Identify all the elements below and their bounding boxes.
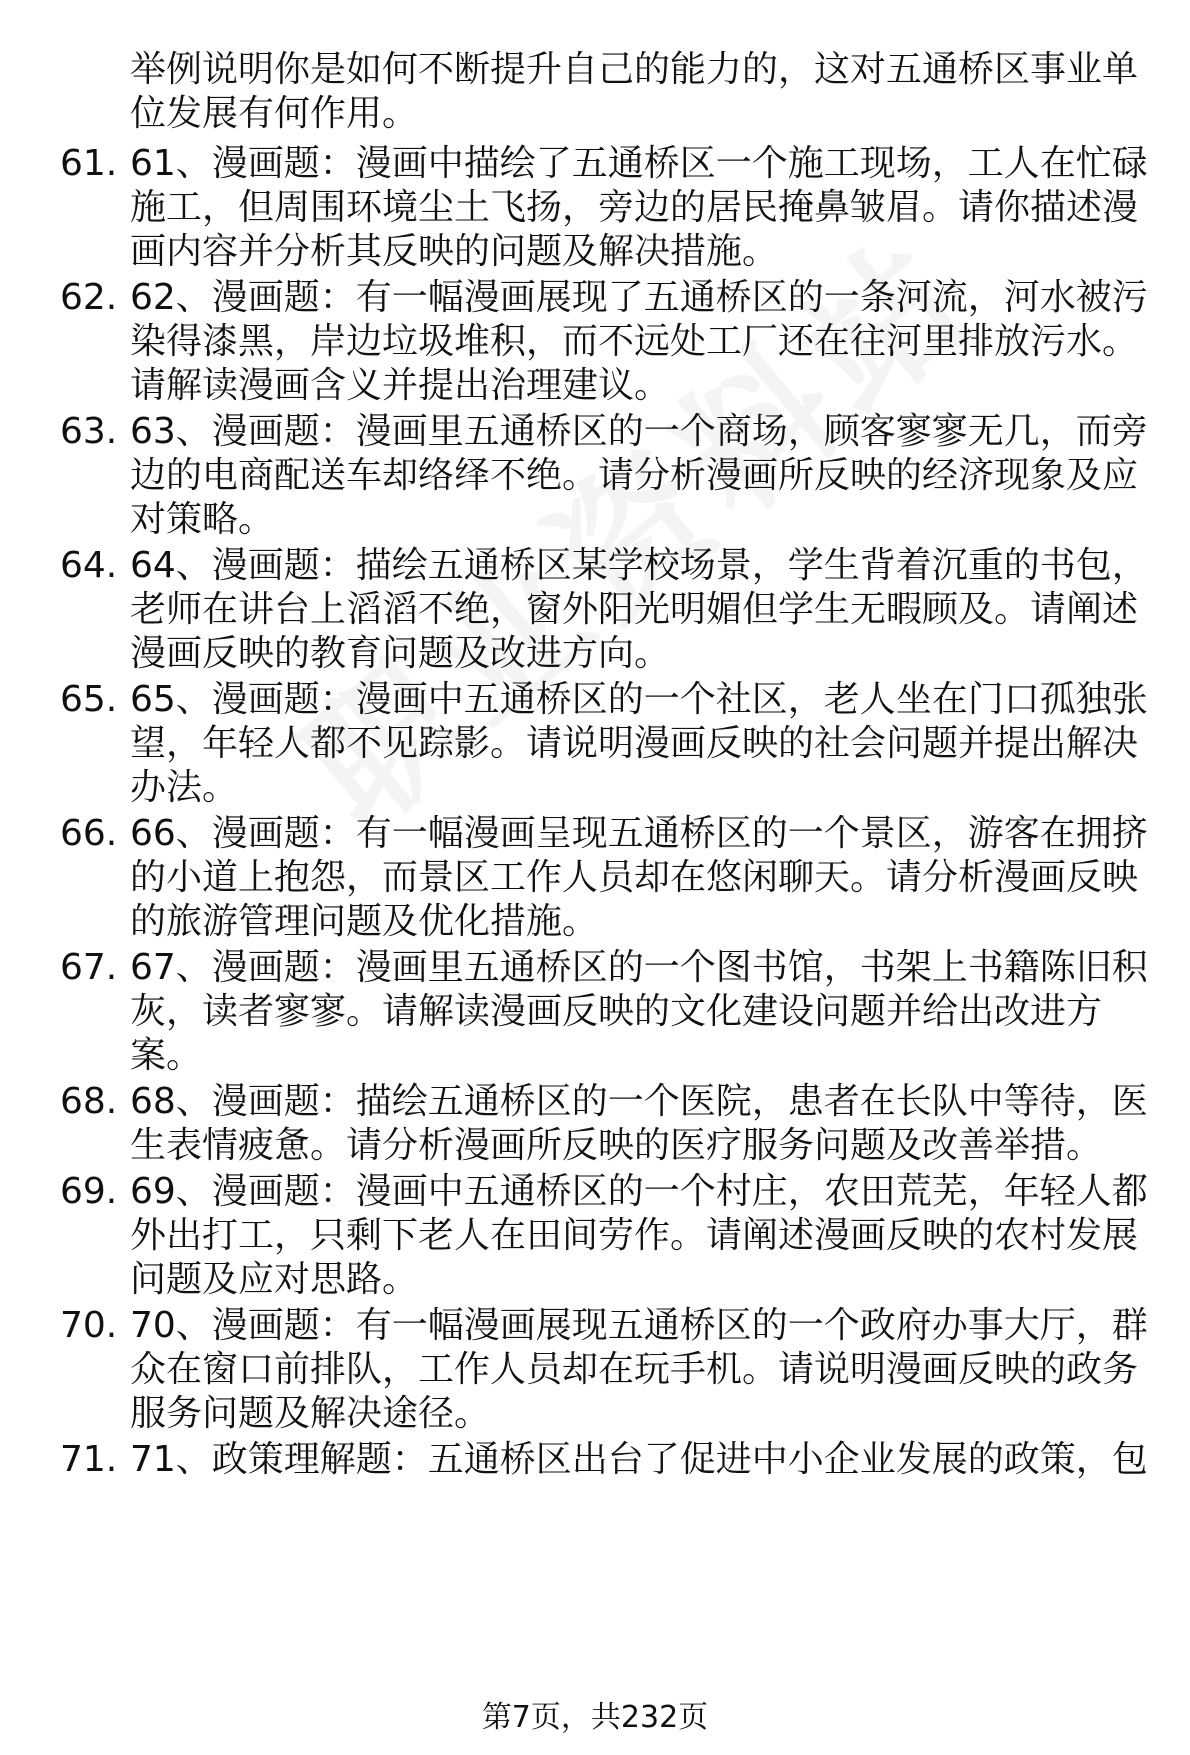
question-number: 67. (60, 947, 118, 988)
question-number: 64. (60, 545, 118, 586)
question-number: 71. (60, 1439, 118, 1480)
question-text: 63、漫画题：漫画里五通桥区的一个商场，顾客寥寥无几，而旁边的电商配送车却络绎不绝。请分析漫画所反映的经济现象及应对策略。 (130, 411, 1148, 540)
question-number: 68. (60, 1081, 118, 1122)
continuation-text: 举例说明你是如何不断提升自己的能力的，这对五通桥区事业单位发展有何作用。 (130, 49, 1139, 134)
question-text: 67、漫画题：漫画里五通桥区的一个图书馆，书架上书籍陈旧积灰，读者寥寥。请解读漫画反映的文化建设问题并给出改进方案。 (130, 947, 1148, 1076)
question-text: 66、漫画题：有一幅漫画呈现五通桥区的一个景区，游客在拥挤的小道上抱怨，而景区工作人员却在悠闲聊天。请分析漫画反映的旅游管理问题及优化措施。 (130, 813, 1148, 942)
question-text: 69、漫画题：漫画中五通桥区的一个村庄，农田荒芜，年轻人都外出打工，只剩下老人在田间劳作。请阐述漫画反映的农村发展问题及应对思路。 (130, 1171, 1148, 1300)
question-number: 62. (60, 277, 118, 318)
question-text: 64、漫画题：描绘五通桥区某学校场景，学生背着沉重的书包，老师在讲台上滔滔不绝，窗外阳光明媚但学生无暇顾及。请阐述漫画反映的教育问题及改进方向。 (130, 545, 1148, 674)
question-number: 70. (60, 1305, 118, 1346)
question-text: 71、政策理解题：五通桥区出台了促进中小企业发展的政策，包 (130, 1439, 1148, 1480)
question-number: 63. (60, 411, 118, 452)
question-text: 61、漫画题：漫画中描绘了五通桥区一个施工现场，工人在忙碌施工，但周围环境尘土飞扬，旁边的居民掩鼻皱眉。请你描述漫画内容并分析其反映的问题及解决措施。 (130, 143, 1148, 272)
question-text: 70、漫画题：有一幅漫画展现五通桥区的一个政府办事大厅，群众在窗口前排队，工作人员却在玩手机。请说明漫画反映的政务服务问题及解决途径。 (130, 1305, 1148, 1434)
question-number: 69. (60, 1171, 118, 1212)
question-number: 65. (60, 679, 118, 720)
question-text: 62、漫画题：有一幅漫画展现了五通桥区的一条河流，河水被污染得漆黑，岸边垃圾堆积，而不远处工厂还在往河里排放污水。请解读漫画含义并提出治理建议。 (130, 277, 1148, 406)
page-footer: 第7页，共232页 (481, 1700, 709, 1735)
question-text: 68、漫画题：描绘五通桥区的一个医院，患者在长队中等待，医生表情疲惫。请分析漫画所反映的医疗服务问题及改善举措。 (130, 1081, 1148, 1166)
question-number: 66. (60, 813, 118, 854)
question-text: 65、漫画题：漫画中五通桥区的一个社区，老人坐在门口孤独张望，年轻人都不见踪影。请说明漫画反映的社会问题并提出解决办法。 (130, 679, 1148, 808)
question-number: 61. (60, 143, 118, 184)
